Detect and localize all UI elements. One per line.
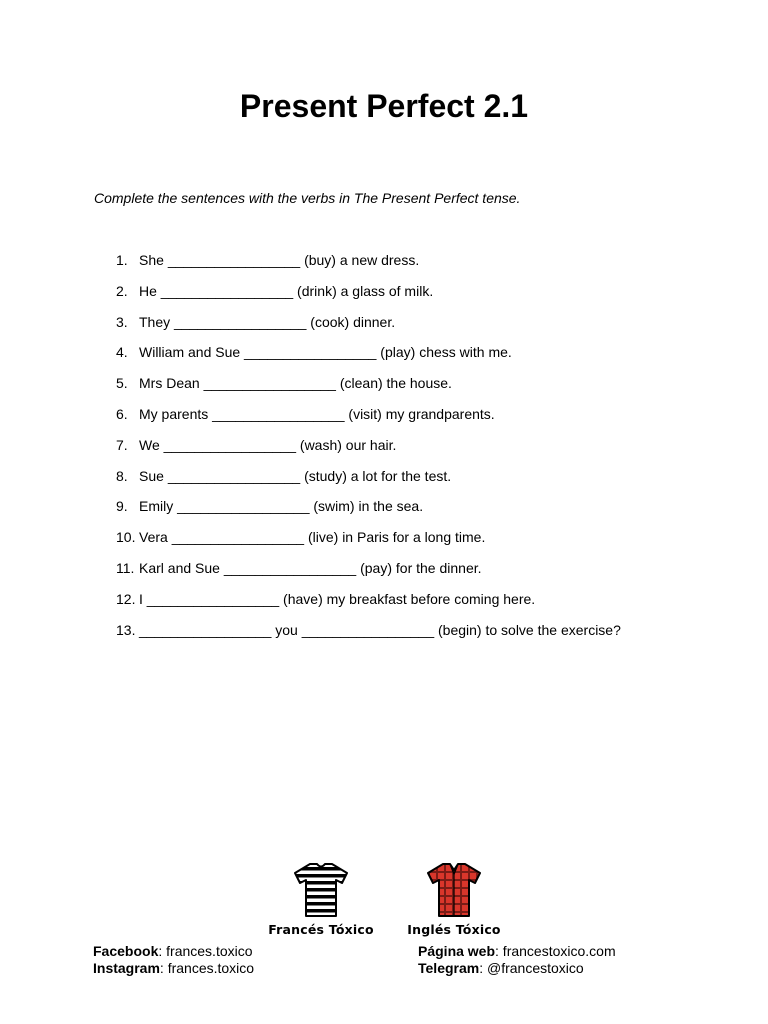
website-line: Página web: francestoxico.com xyxy=(418,943,616,959)
exercise-item: 10. Vera _________________ (live) in Paris for a long time. xyxy=(116,529,486,546)
brand-logos xyxy=(262,860,522,944)
frances-toxico-label: Francés Tóxico xyxy=(268,922,374,937)
instagram-line: Instagram: frances.toxico xyxy=(93,960,255,976)
telegram-line: Telegram: @francestoxico xyxy=(418,960,584,976)
exercise-item: 11. Karl and Sue _________________ (pay) for the dinner. xyxy=(116,559,482,576)
exercise-item: 8. Sue _________________ (study) a lot for the test. xyxy=(116,467,452,484)
exercise-item: 5. Mrs Dean _________________ (clean) the house. xyxy=(116,375,452,392)
answer-blank: _________________ xyxy=(244,344,377,361)
answer-blank: _________________ xyxy=(171,529,305,546)
ingles-toxico-logo xyxy=(402,860,506,937)
exercise-item: 6. My parents _________________ (visit) my grandparents. xyxy=(116,405,495,422)
answer-blank: _________________ xyxy=(177,498,310,515)
instructions: Complete the sentences with the verbs in The Present Perfect tense. xyxy=(94,190,521,206)
answer-blank: _________________ xyxy=(212,405,345,422)
frances-toxico-logo xyxy=(262,860,380,937)
answer-blank: _________________ xyxy=(160,282,294,299)
exercise-item: 2. He _________________ (drink) a glass of milk. xyxy=(116,282,434,299)
exercise-item: 1. She _________________ (buy) a new dress. xyxy=(116,252,420,268)
striped-shirt-icon xyxy=(292,860,350,918)
footer-social-right xyxy=(418,943,616,977)
ingles-toxico-label: Inglés Tóxico xyxy=(407,922,501,937)
answer-blank: _________________ xyxy=(301,621,435,638)
answer-blank: _________________ xyxy=(139,621,272,638)
facebook-line: Facebook: frances.toxico xyxy=(93,943,253,959)
footer-social-left xyxy=(93,943,254,977)
exercise-item: 4. William and Sue _________________ (play) chess with me. xyxy=(116,344,512,361)
plaid-shirt-icon xyxy=(425,860,483,918)
answer-blank: _________________ xyxy=(146,590,280,607)
answer-blank: _________________ xyxy=(167,467,301,484)
answer-blank: _________________ xyxy=(174,313,307,330)
exercise-item: 13. _________________ you _________________ (begin) to solve the exercise? xyxy=(116,621,621,638)
exercise-list xyxy=(116,251,621,651)
page-title: Present Perfect 2.1 xyxy=(239,88,529,124)
answer-blank: _________________ xyxy=(203,375,336,392)
answer-blank: _________________ xyxy=(163,436,297,453)
answer-blank: _________________ xyxy=(223,559,357,576)
exercise-item: 9. Emily _________________ (swim) in the sea. xyxy=(116,498,424,515)
exercise-item: 7. We _________________ (wash) our hair. xyxy=(116,436,397,453)
exercise-item: 3. They _________________ (cook) dinner. xyxy=(116,313,396,330)
exercise-item: 12. I _________________ (have) my breakfast before coming here. xyxy=(116,590,536,607)
answer-blank: _________________ xyxy=(167,252,301,268)
